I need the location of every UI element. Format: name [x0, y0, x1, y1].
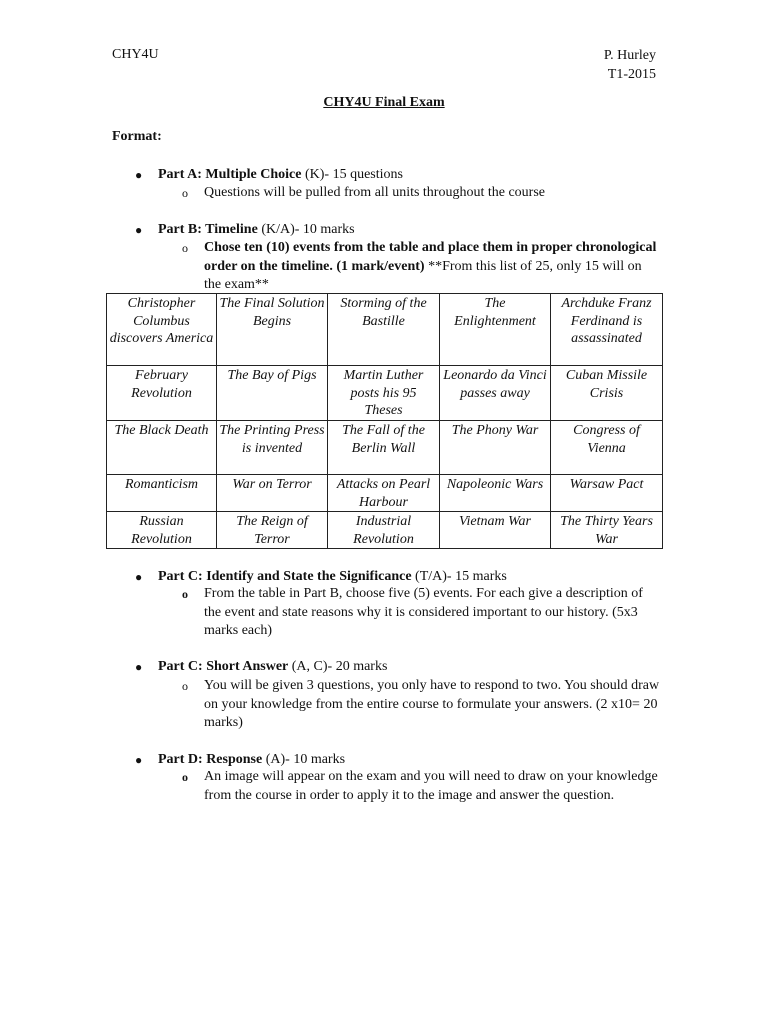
bullet-icon: ● — [135, 168, 143, 182]
format-heading: Format: — [112, 129, 162, 144]
sub-bullet-icon: o — [182, 770, 188, 784]
term-code: T1-2015 — [607, 67, 656, 82]
table-row — [107, 512, 663, 549]
part-c-short-answer — [135, 658, 665, 676]
part-c-short-answer-sub-text: You will be given 3 questions, you only have to respond to two. You should draw on your knowledge from the entire course to formulate your answers. (2 x10= 20 marks) — [204, 678, 660, 730]
part-b-name: Part B: Timeline — [158, 222, 258, 237]
sub-bullet-icon: o — [182, 186, 188, 200]
table-cell: The Final Solution Begins — [217, 294, 328, 366]
part-c-identify-sub — [182, 585, 662, 641]
part-d-sub — [182, 768, 662, 805]
table-cell: Cuban Missile Crisis — [551, 366, 663, 421]
table-cell: The Reign of Terror — [217, 512, 328, 549]
part-a-name: Part A: Multiple Choice — [158, 167, 302, 182]
table-cell: February Revolution — [107, 366, 217, 421]
table-cell: Attacks on Pearl Harbour — [328, 475, 440, 512]
table-cell: Leonardo da Vinci passes away — [440, 366, 551, 421]
part-c-identify-detail: (T/A)- 15 marks — [411, 569, 507, 584]
table-cell: The Thirty Years War — [551, 512, 663, 549]
part-a-detail: (K)- 15 questions — [301, 167, 403, 182]
sub-bullet-icon: o — [182, 679, 188, 693]
table-cell: The Printing Press is invented — [217, 421, 328, 475]
table-cell: Archduke Franz Ferdinand is assassinated — [551, 294, 663, 366]
part-d-name: Part D: Response — [158, 752, 263, 767]
teacher-name: P. Hurley — [603, 48, 656, 63]
table-cell: Vietnam War — [440, 512, 551, 549]
part-c-short-answer-name: Part C: Short Answer — [158, 659, 289, 674]
table-cell: Warsaw Pact — [551, 475, 663, 512]
table-row — [107, 366, 663, 421]
table-row — [107, 294, 663, 366]
part-d-sub-text: An image will appear on the exam and you will need to draw on your knowledge from the course in order to apply it to the image and answer the question. — [204, 769, 658, 803]
table-cell: Storming of the Bastille — [328, 294, 440, 366]
bullet-icon: ● — [135, 753, 143, 767]
part-c-identify — [135, 568, 665, 586]
table-row — [107, 475, 663, 512]
table-row — [107, 421, 663, 475]
header-right — [604, 46, 656, 84]
part-c-short-answer-detail: (A, C)- 20 marks — [288, 659, 388, 674]
table-cell: Industrial Revolution — [328, 512, 440, 549]
table-cell: War on Terror — [217, 475, 328, 512]
table-cell: The Black Death — [107, 421, 217, 475]
part-a-sub — [182, 184, 662, 203]
table-cell: Christopher Columbus discovers America — [107, 294, 217, 366]
bullet-icon: ● — [135, 223, 143, 237]
part-b-note: **From this list of 25, only 15 will on the exam** — [204, 258, 642, 292]
bullet-icon: ● — [135, 570, 143, 584]
sub-bullet-icon: o — [182, 587, 188, 601]
page-title: CHY4U Final Exam — [323, 95, 445, 110]
table-cell: Romanticism — [107, 475, 217, 512]
table-cell: The Enlightenment — [440, 294, 551, 366]
course-code: CHY4U — [112, 47, 159, 62]
part-a — [135, 166, 665, 184]
table-cell: Martin Luther posts his 95 Theses — [328, 366, 440, 421]
part-b-instructions: Chose ten (10) events from the table and place them in proper chronological order on the timeline. (1 mark/event) — [204, 240, 657, 274]
bullet-icon: ● — [135, 660, 143, 674]
part-c-identify-sub-text: From the table in Part B, choose five (5) events. For each give a description of the event and state reasons why it is considered important to our history. (5x3 marks each) — [204, 586, 643, 638]
part-c-identify-name: Part C: Identify and State the Significance — [158, 569, 412, 584]
table-cell: Russian Revolution — [107, 512, 217, 549]
part-a-sub-text: Questions will be pulled from all units throughout the course — [204, 185, 546, 200]
part-d-detail: (A)- 10 marks — [262, 752, 346, 767]
part-b — [135, 221, 665, 239]
part-b-detail: (K/A)- 10 marks — [257, 222, 355, 237]
table-cell: Congress of Vienna — [551, 421, 663, 475]
part-b-sub — [182, 239, 662, 295]
events-table — [106, 293, 663, 549]
table-cell: The Bay of Pigs — [217, 366, 328, 421]
table-cell: Napoleonic Wars — [440, 475, 551, 512]
part-c-short-answer-sub — [182, 677, 662, 733]
table-cell: The Fall of the Berlin Wall — [328, 421, 440, 475]
sub-bullet-icon: o — [182, 241, 188, 255]
part-d — [135, 751, 665, 769]
table-cell: The Phony War — [440, 421, 551, 475]
